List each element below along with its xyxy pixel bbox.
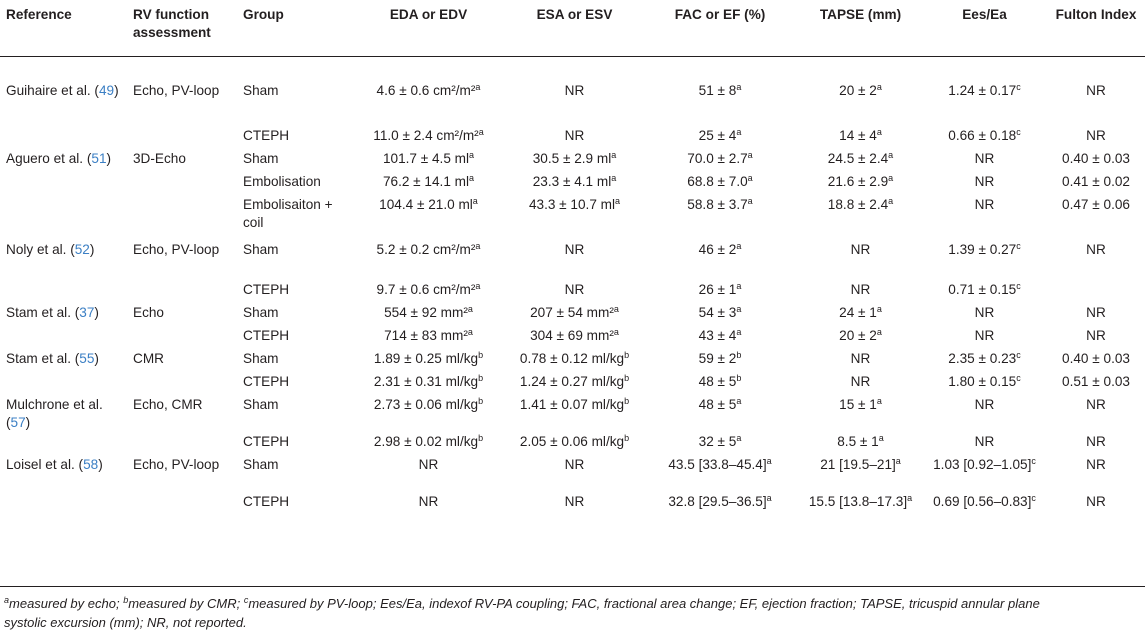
group-cell: CTEPH (243, 494, 290, 509)
ees-cell: NR (974, 397, 995, 412)
reference-cell (0, 396, 127, 433)
esa-cell: 2.05 ± 0.06 $ml/kg^b$ (519, 433, 630, 449)
header-fulton: Fulton Index (1045, 6, 1145, 57)
table-body (0, 57, 1145, 532)
fulton-cell: NR (1086, 242, 1106, 257)
esa-cell: 1.41 ± 0.07 $ml/kg^b$ (519, 396, 630, 412)
ees-cell: NR (974, 328, 995, 343)
group-cell: CTEPH (243, 128, 290, 143)
method-cell (127, 493, 237, 531)
esa-cell: NR (564, 83, 585, 98)
reference-cell (0, 493, 127, 531)
reference-name: Stam et al. ( (6, 351, 80, 366)
reference-cell (0, 150, 127, 173)
method-cell (127, 196, 237, 236)
reference-cell (0, 173, 127, 196)
group-cell: Sham (243, 151, 279, 166)
eda-cell: 2.73 ± 0.06 $ml/kg^b$ (373, 396, 484, 412)
table-row (0, 127, 1145, 150)
group-cell: Embolisaiton + coil (243, 197, 333, 230)
fulton-cell: 0.41 ± 0.02 (1062, 174, 1130, 189)
fulton-cell: NR (1086, 128, 1106, 143)
fulton-cell (1045, 281, 1145, 304)
fac-cell: $54 \pm 3^a$ (698, 304, 742, 320)
group-cell: Sham (243, 305, 279, 320)
header-fac: FAC or EF (%) (641, 6, 797, 57)
reference-link[interactable]: 57 (10, 415, 26, 430)
group-cell: Sham (243, 83, 279, 98)
eda-cell: 2.31 ± 0.31 $ml/kg^b$ (373, 373, 484, 389)
ees-cell: NR (974, 434, 995, 449)
data-table (0, 6, 1145, 531)
reference-cell (0, 304, 127, 327)
reference-cell (0, 57, 127, 128)
tapse-cell: $8.5 \pm 1^a$ (837, 433, 884, 449)
table-row (0, 327, 1145, 350)
ees-cell: NR (974, 151, 995, 166)
table-row (0, 150, 1145, 173)
fac-cell: $26 \pm 1^a$ (698, 281, 742, 297)
method-cell: CMR (133, 351, 164, 366)
fulton-cell: 0.40 ± 0.03 (1062, 351, 1130, 366)
ees-cell: 1.39 ± 0.27$^c$ (948, 241, 1021, 257)
reference-name: Noly et al. ( (6, 242, 75, 257)
table-row (0, 493, 1145, 531)
table-row (0, 456, 1145, 493)
eda-cell: 2.98 ± 0.02 $ml/kg^b$ (373, 433, 484, 449)
tapse-cell: 15.5 $[13.8-17.3]^a$ (808, 493, 913, 509)
table-footnote: $^a$measured by echo; $^b$measured by CMR; $^c$measured by PV-loop; Ees/Ea, indexof RV-PA coupling; FAC, fractional area change; EF, ejection fraction; TAPSE, tricuspid annular plane systolic excursion (mm); NR, not reported. (4, 595, 1040, 630)
reference-link[interactable]: 49 (98, 83, 115, 98)
table-row (0, 433, 1145, 456)
group-cell: Sham (243, 242, 279, 257)
reference-cell (0, 327, 127, 350)
method-cell (127, 327, 237, 350)
reference-close: ) (114, 83, 119, 98)
group-cell: CTEPH (243, 282, 290, 297)
table-bottom-rule (0, 586, 1145, 587)
reference-close: ) (94, 351, 99, 366)
reference-close: ) (89, 242, 95, 257)
tapse-cell: $20 \pm 2^a$ (839, 82, 882, 98)
table-row (0, 350, 1145, 373)
ees-cell: NR (974, 197, 995, 212)
tapse-cell: 24.5 ± 2.4$^a$ (827, 150, 894, 166)
reference-cell (0, 373, 127, 396)
reference-cell (0, 433, 127, 456)
esa-cell: NR (564, 242, 585, 257)
ees-cell: 0.71 ± 0.15$^c$ (948, 281, 1021, 297)
esa-cell: NR (564, 282, 585, 297)
tapse-cell: NR (850, 374, 871, 389)
reference-name: Guihaire et al. ( (6, 83, 99, 98)
fulton-cell: NR (1086, 328, 1106, 343)
eda-cell: 5.2 ± 0.2 cm²/m²$^a$ (376, 241, 481, 257)
group-cell: Sham (243, 351, 279, 366)
eda-cell: 104.4 ± 21.0 $ml^a$ (379, 196, 478, 212)
reference-link[interactable]: 55 (79, 351, 95, 366)
eda-cell: NR (418, 494, 439, 509)
ees-cell: 2.35 ± 0.23$^c$ (948, 350, 1021, 366)
eda-cell: 11.0 ± 2.4 cm²/m²$^a$ (373, 127, 484, 143)
tapse-cell: $20 \pm 2^a$ (839, 327, 882, 343)
method-cell (127, 127, 237, 150)
eda-cell: 4.6 ± 0.6 cm²/m²$^a$ (376, 82, 481, 98)
tapse-cell: 21 $[19.5-21]^a$ (820, 456, 901, 472)
esa-cell: 1.24 ± 0.27 $ml/kg^b$ (519, 373, 630, 389)
fac-cell: $43 \pm 4^a$ (698, 327, 742, 343)
ees-cell: 0.66 ± 0.18$^c$ (948, 127, 1021, 143)
method-cell: Echo, CMR (133, 397, 203, 412)
reference-close: ) (98, 457, 103, 472)
group-cell: CTEPH (243, 434, 290, 449)
table-row (0, 196, 1145, 236)
reference-cell (0, 127, 127, 150)
method-cell: Echo, PV-loop (133, 457, 220, 472)
tapse-cell: $24 \pm 1^a$ (839, 304, 882, 320)
esa-cell: 207 ± 54 mm²$^a$ (530, 304, 619, 320)
method-cell: Echo (133, 305, 164, 320)
fac-cell: $51 \pm 8^a$ (698, 82, 742, 98)
eda-cell: 554 ± 92 mm²$^a$ (384, 304, 473, 320)
table-row (0, 173, 1145, 196)
esa-cell: 43.3 ± 10.7 $ml^a$ (528, 196, 621, 212)
fac-cell: 70.0 ± 2.7$^a$ (687, 150, 753, 166)
fulton-cell: 0.51 ± 0.03 (1062, 374, 1130, 389)
header-group: Group (237, 6, 349, 57)
fac-cell: $48 \pm 5^a$ (698, 396, 742, 412)
group-cell: CTEPH (243, 328, 290, 343)
esa-cell: NR (564, 457, 585, 472)
table-row (0, 281, 1145, 304)
eda-cell: 1.89 ± 0.25 $ml/kg^b$ (373, 350, 484, 366)
fac-cell: $25 \pm 4^a$ (698, 127, 742, 143)
ees-cell: 1.80 ± 0.15$^c$ (948, 373, 1021, 389)
group-cell: CTEPH (243, 374, 290, 389)
reference-name: Mulchrone et al. ( (6, 397, 103, 430)
reference-name: Loisel et al. ( (6, 457, 84, 472)
method-cell: Echo, PV-loop (133, 242, 220, 257)
fulton-cell: 0.47 ± 0.06 (1062, 197, 1130, 212)
tapse-cell: $15 \pm 1^a$ (839, 396, 882, 412)
header-rv-function: RV function assessment (127, 6, 237, 57)
eda-cell: 76.2 ± 14.1 $ml^a$ (382, 173, 475, 189)
group-cell: Embolisation (243, 174, 321, 189)
esa-cell: 0.78 ± 0.12 $ml/kg^b$ (519, 350, 630, 366)
reference-link[interactable]: 51 (91, 151, 107, 166)
eda-cell: 714 ± 83 mm²$^a$ (384, 327, 473, 343)
fac-cell: 68.8 ± 7.0$^a$ (687, 173, 753, 189)
ees-cell: NR (974, 174, 995, 189)
tapse-cell: NR (850, 242, 871, 257)
table-row (0, 304, 1145, 327)
reference-name: Aguero et al. ( (6, 151, 92, 166)
tapse-cell: 18.8 ± 2.4$^a$ (827, 196, 894, 212)
ees-cell: 0.69 $[0.56-0.83]^c$ (933, 493, 1036, 509)
reference-link[interactable]: 37 (79, 305, 95, 320)
fac-cell: 32.8 $[29.5-36.5]^a$ (668, 493, 772, 509)
reference-cell (0, 236, 127, 281)
fulton-cell: NR (1086, 457, 1106, 472)
header-row (0, 6, 1145, 57)
group-cell: Sham (243, 457, 279, 472)
eda-cell: 101.7 ± 4.5 $ml^a$ (382, 150, 475, 166)
fulton-cell: NR (1086, 305, 1106, 320)
method-cell: Echo, PV-loop (133, 83, 220, 98)
ees-cell: 1.03 $[0.92-1.05]^c$ (933, 456, 1036, 472)
reference-link[interactable]: 52 (74, 242, 90, 257)
table-row (0, 396, 1145, 433)
method-cell (127, 173, 237, 196)
table-row (0, 236, 1145, 281)
eda-cell: 9.7 ± 0.6 cm²/m²$^a$ (376, 281, 481, 297)
fac-cell: 58.8 ± 3.7$^a$ (687, 196, 753, 212)
tapse-cell: 21.6 ± 2.9$^a$ (827, 173, 894, 189)
header-ees-ea: Ees/Ea (922, 6, 1045, 57)
method-cell (127, 433, 237, 456)
fac-cell: $59 \pm 2^b$ (698, 350, 742, 366)
esa-cell: NR (564, 494, 585, 509)
method-cell (127, 281, 237, 304)
fac-cell: 43.5 $[33.8-45.4]^a$ (668, 456, 772, 472)
tapse-cell: $14 \pm 4^a$ (839, 127, 882, 143)
fulton-cell: NR (1086, 397, 1106, 412)
table-row (0, 57, 1145, 128)
reference-close: ) (94, 305, 99, 320)
table-row (0, 373, 1145, 396)
ees-cell: 1.24 ± 0.17$^c$ (948, 82, 1021, 98)
method-cell (127, 373, 237, 396)
reference-close: ) (106, 151, 112, 166)
reference-cell (0, 196, 127, 236)
reference-close: ) (25, 415, 31, 430)
fulton-cell: NR (1086, 83, 1106, 98)
tapse-cell: NR (850, 282, 871, 297)
fac-cell: $48 \pm 5^b$ (698, 373, 742, 389)
header-tapse: TAPSE (mm) (797, 6, 922, 57)
esa-cell: 23.3 ± 4.1 $ml^a$ (532, 173, 617, 189)
esa-cell: 304 ± 69 mm²$^a$ (530, 327, 619, 343)
reference-cell (0, 456, 127, 493)
esa-cell: NR (564, 128, 585, 143)
esa-cell: 30.5 ± 2.9 $ml^a$ (532, 150, 617, 166)
ees-cell: NR (974, 305, 995, 320)
header-reference: Reference (0, 6, 127, 57)
method-cell: 3D-Echo (133, 151, 186, 166)
fulton-cell: 0.40 ± 0.03 (1062, 151, 1130, 166)
reference-cell (0, 350, 127, 373)
reference-name: Stam et al. ( (6, 305, 80, 320)
header-esa: ESA or ESV (506, 6, 641, 57)
eda-cell: NR (418, 457, 439, 472)
fac-cell: $46 \pm 2^a$ (698, 241, 742, 257)
group-cell: Sham (243, 397, 279, 412)
fulton-cell: NR (1086, 434, 1106, 449)
tapse-cell: NR (850, 351, 871, 366)
reference-link[interactable]: 58 (83, 457, 99, 472)
fulton-cell: NR (1086, 494, 1106, 509)
reference-cell (0, 281, 127, 304)
header-eda: EDA or EDV (349, 6, 506, 57)
fac-cell: $32 \pm 5^a$ (698, 433, 742, 449)
